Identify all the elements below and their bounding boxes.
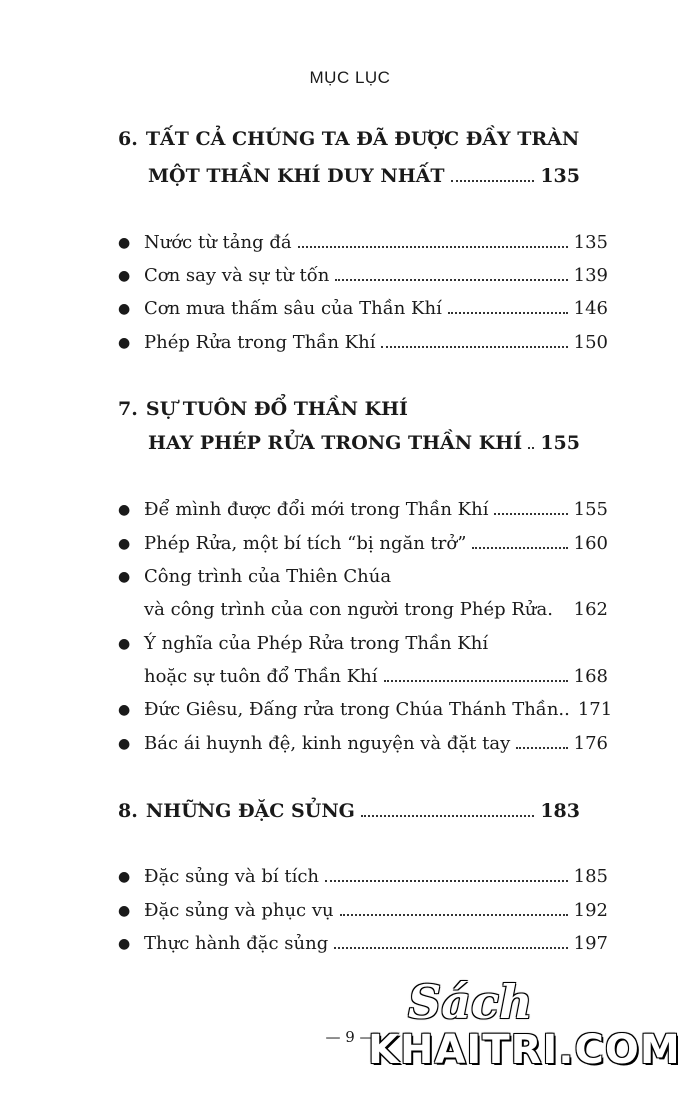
toc-entry-continuation — [144, 666, 608, 687]
page-number: 171 — [577, 699, 613, 720]
page-number: 139 — [573, 265, 608, 286]
entry-title: Đức Giêsu, Đấng rửa trong Chúa Thánh Thần.. — [144, 699, 570, 720]
dot-leader — [384, 680, 568, 682]
toc-entry-continuation — [144, 599, 608, 620]
bullet-icon: ● — [118, 736, 131, 752]
dot-leader — [381, 346, 567, 348]
page-number-footer: — 9 — — [325, 1028, 375, 1046]
toc-entry — [118, 265, 608, 286]
bullet-icon: ● — [118, 502, 131, 518]
entry-title: Đặc sủng và bí tích — [144, 866, 320, 887]
entry-title: hoặc sự tuôn đổ Thần Khí — [144, 666, 378, 687]
page-number: 155 — [573, 499, 608, 520]
entry-title: Cơn mưa thấm sâu của Thần Khí — [144, 298, 442, 319]
entry-title: Để mình được đổi mới trong Thần Khí — [144, 499, 489, 520]
dot-leader — [335, 279, 567, 281]
chapter-title-line — [148, 432, 580, 454]
bullet-icon: ● — [118, 702, 131, 718]
dot-leader — [298, 246, 568, 248]
bullet-icon: ● — [118, 903, 131, 919]
chapter-title: MỘT THẦN KHÍ DUY NHẤT — [148, 165, 445, 187]
entry-title: và công trình của con người trong Phép Rửa. — [144, 599, 553, 620]
dot-leader — [361, 815, 534, 817]
toc-entry — [118, 733, 608, 754]
dot-leader — [494, 513, 567, 515]
bullet-icon: ● — [118, 936, 131, 952]
dot-leader — [334, 947, 567, 949]
dot-leader — [451, 180, 535, 182]
entry-title: Phép Rửa, một bí tích “bị ngăn trở” — [144, 533, 467, 554]
entry-title: Công trình của Thiên Chúa — [144, 566, 392, 587]
page-number: 155 — [540, 432, 580, 454]
chapter-title-line — [118, 128, 580, 150]
toc-entry — [118, 633, 608, 654]
chapter-number: 7. — [118, 398, 138, 420]
entry-title: Phép Rửa trong Thần Khí — [144, 332, 376, 353]
toc-entry — [118, 866, 608, 887]
chapter-title-line — [118, 800, 580, 822]
bullet-icon: ● — [118, 636, 131, 652]
chapter-title-line — [148, 165, 580, 187]
chapter-title: TẤT CẢ CHÚNG TA ĐÃ ĐƯỢC ĐẦY TRÀN — [145, 128, 580, 150]
entry-title: Thực hành đặc sủng — [144, 933, 329, 954]
dot-leader — [340, 914, 568, 916]
page-number: 176 — [573, 733, 608, 754]
bullet-icon: ● — [118, 869, 131, 885]
watermark-script-text: Sách — [408, 975, 533, 1029]
dot-leader — [516, 747, 567, 749]
toc-entry — [118, 298, 608, 319]
watermark-logo — [368, 975, 686, 1085]
watermark-main-text: KHAITRI.COM — [368, 1027, 681, 1073]
dot-leader — [448, 312, 568, 314]
toc-entry — [118, 933, 608, 954]
chapter-number: 8. — [118, 800, 138, 822]
bullet-icon: ● — [118, 569, 131, 585]
bullet-icon: ● — [118, 301, 131, 317]
toc-entry — [118, 566, 608, 587]
chapter-number: 6. — [118, 128, 138, 150]
page-number: 146 — [573, 298, 608, 319]
entry-title: Nước từ tảng đá — [144, 232, 292, 253]
page-number: 160 — [573, 533, 608, 554]
chapter-title: NHỮNG ĐẶC SỦNG — [145, 800, 355, 822]
toc-entry — [118, 232, 608, 253]
page-number: 192 — [573, 900, 608, 921]
bullet-icon: ● — [118, 235, 131, 251]
page-number: 135 — [540, 165, 580, 187]
page-number: 197 — [573, 933, 608, 954]
entry-title: Bác ái huynh đệ, kinh nguyện và đặt tay — [144, 733, 511, 754]
dot-leader — [528, 447, 534, 449]
page-number: 185 — [573, 866, 608, 887]
entry-title: Đặc sủng và phục vụ — [144, 900, 334, 921]
toc-entry — [118, 699, 613, 720]
chapter-title: SỰ TUÔN ĐỔ THẦN KHÍ — [145, 398, 408, 420]
dot-leader — [325, 880, 568, 882]
toc-entry — [118, 533, 608, 554]
dot-leader — [472, 547, 567, 549]
entry-title: Ý nghĩa của Phép Rửa trong Thần Khí — [144, 633, 489, 654]
toc-entry — [118, 499, 608, 520]
page-number: 168 — [573, 666, 608, 687]
entry-title: Cơn say và sự từ tốn — [144, 265, 330, 286]
page-number: 150 — [573, 332, 608, 353]
bullet-icon: ● — [118, 268, 131, 284]
page-header: MỤC LỤC — [309, 68, 391, 87]
chapter-title: HAY PHÉP RỬA TRONG THẦN KHÍ — [148, 432, 523, 454]
bullet-icon: ● — [118, 335, 131, 351]
bullet-icon: ● — [118, 536, 131, 552]
toc-entry — [118, 900, 608, 921]
toc-entry — [118, 332, 608, 353]
page-number: 135 — [573, 232, 608, 253]
chapter-title-line — [118, 398, 580, 420]
page-number: 183 — [540, 800, 580, 822]
page-number: 162 — [573, 599, 608, 620]
